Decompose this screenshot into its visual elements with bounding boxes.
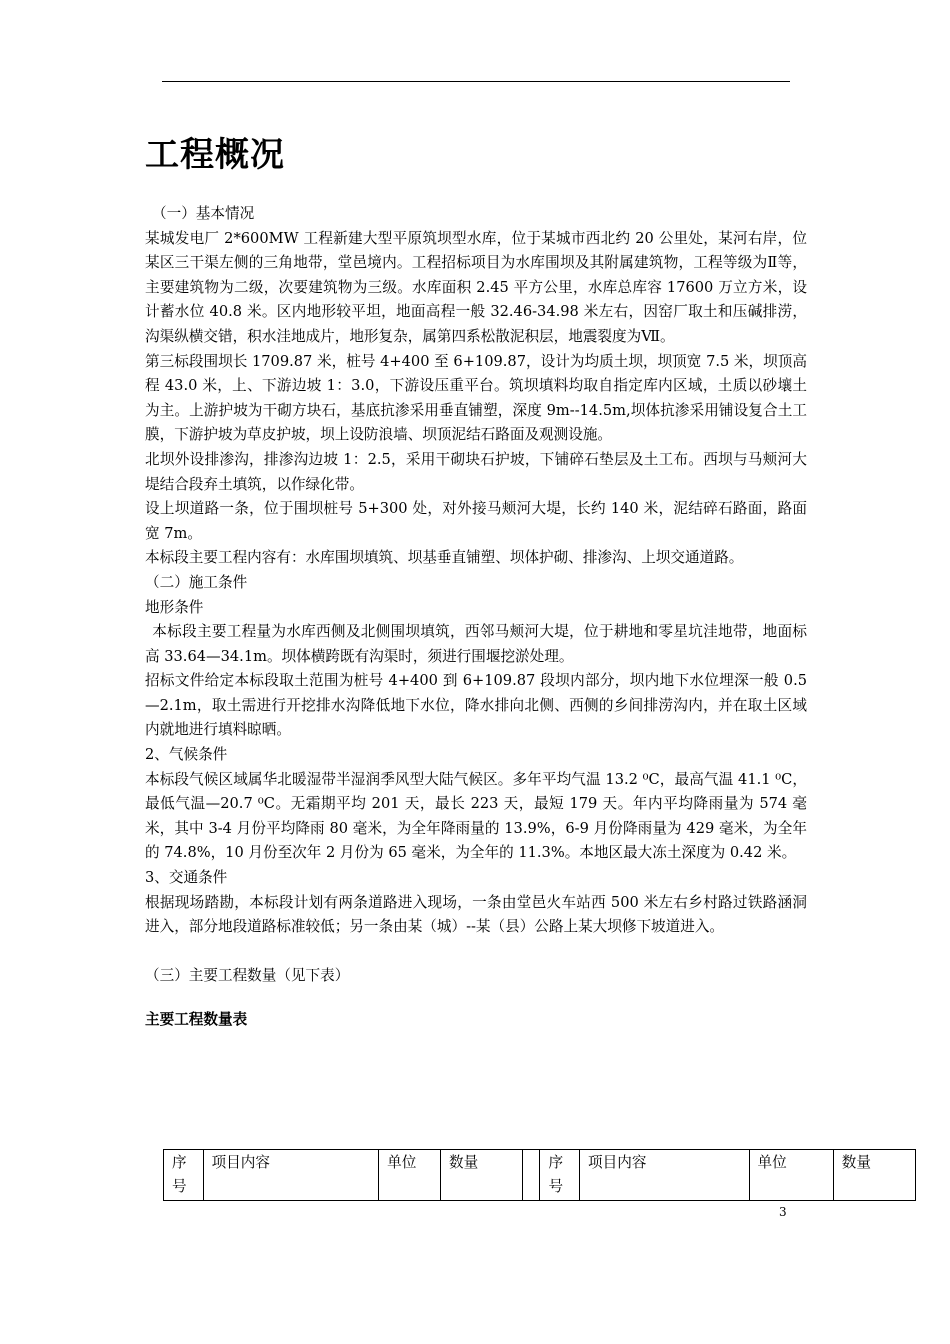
paragraph: 本标段主要工程内容有：水库围坝填筑、坝基垂直铺塑、坝体护砌、排渗沟、上坝交通道路。 [145,549,744,567]
header-cell: 序号 [540,1150,580,1201]
document-body [145,202,807,1033]
quantity-table [163,1149,916,1201]
section-heading: （三）主要工程数量（见下表） [145,966,350,984]
header-cell: 单位 [749,1150,833,1201]
page-title: 工程概况 [145,135,285,175]
header-rule [162,81,790,82]
paragraph: 第三标段围坝长 1709.87 米，桩号 4+400 至 6+109.87，设计为均质土坝，坝顶宽 7.5 米，坝顶高程 43.0 米，上、下游边坡 1：3.0，下游设压重平台。筑坝填料均取自指定库内区域，土质以砂壤土为主。上游护坡为干砌方块石，基底抗渗采用垂直铺塑，深度 9m--14.5m,坝体抗渗采用铺设复合土工膜，下游护坡为草皮护坡，坝上设防浪墙、坝顶泥结石路面及观测设施。 [145,352,807,444]
table-title: 主要工程数量表 [145,1011,248,1029]
header-cell [523,1150,540,1201]
spacer [145,940,807,964]
page-number: 3 [779,1205,787,1219]
table-header-row [164,1150,916,1201]
paragraph: 根据现场踏勘，本标段计划有两条道路进入现场，一条由堂邑火车站西 500 米左右乡村路过铁路涵洞进入，部分地段道路标准较低；另一条由某（城）--某（县）公路上某大坝修下坡道进入。 [145,893,807,936]
header-cell: 数量 [441,1150,523,1201]
paragraph: 设上坝道路一条，位于围坝桩号 5+300 处，对外接马颊河大堤，长约 140 米，泥结碎石路面，路面宽 7m。 [145,500,807,542]
paragraph: 某城发电厂 2*600MW 工程新建大型平原筑坝型水库，位于某城市西北约 20 公里处，某河右岸，位某区三干渠左侧的三角地带，堂邑境内。工程招标项目为水库围坝及其附属建筑物，工程等级为Ⅱ等，主要建筑物为二级，次要建筑物为三级。水库面积 2.45 平方公里，水库总库容 17600 万立方米，设计蓄水位 40.8 米。区内地形较平坦，地面高程一般 32.46-34.98 米左右，因窑厂取土和压碱排涝，沟渠纵横交错，积水洼地成片，地形复杂，属第四系松散泥积层，地震裂度为Ⅶ。 [145,229,807,345]
header-cell: 项目内容 [203,1150,379,1201]
section-heading: （一）基本情况 [152,205,255,222]
header-cell: 数量 [833,1150,915,1201]
spacer [145,988,807,1008]
subsection-heading: 地形条件 [145,598,204,616]
subsection-heading: 3、交通条件 [145,869,228,887]
header-cell: 项目内容 [580,1150,749,1201]
paragraph: 本标段气候区域属华北暖湿带半湿润季风型大陆气候区。多年平均气温 13.2 ⁰C，最高气温 41.1 ⁰C，最低气温—20.7 ⁰C。无霜期平均 201 天，最长 223 天，最短 179 天。年内平均降雨量为 574 毫米，其中 3-4 月份平均降雨 80 毫米，为全年降雨量的 13.9%，6-9 月份降雨量为 429 毫米，为全年的 74.8%，10 月份至次年 2 月份为 65 毫米，为全年的 11.3%。本地区最大冻土深度为 0.42 米。 [145,770,807,862]
section-heading: （二）施工条件 [145,573,248,591]
paragraph: 北坝外设排渗沟，排渗沟边坡 1：2.5，采用干砌块石护坡，下铺碎石垫层及土工布。西坝与马颊河大堤结合段弃土填筑，以作绿化带。 [145,450,807,493]
subsection-heading: 2、气候条件 [145,746,228,764]
paragraph: 本标段主要工程量为水库西侧及北侧围坝填筑，西邻马颊河大堤，位于耕地和零星坑洼地带，地面标高 33.64—34.1m。坝体横跨既有沟渠时，须进行围堰挖淤处理。 [145,623,807,665]
paragraph: 招标文件给定本标段取土范围为桩号 4+400 到 6+109.87 段坝内部分，坝内地下水位埋深一般 0.5—2.1m，取土需进行开挖排水沟降低地下水位，降水排向北侧、西侧的乡间排涝沟内，并在取土区域内就地进行填料晾晒。 [145,672,807,739]
header-cell: 单位 [379,1150,441,1201]
header-cell: 序号 [164,1150,204,1201]
